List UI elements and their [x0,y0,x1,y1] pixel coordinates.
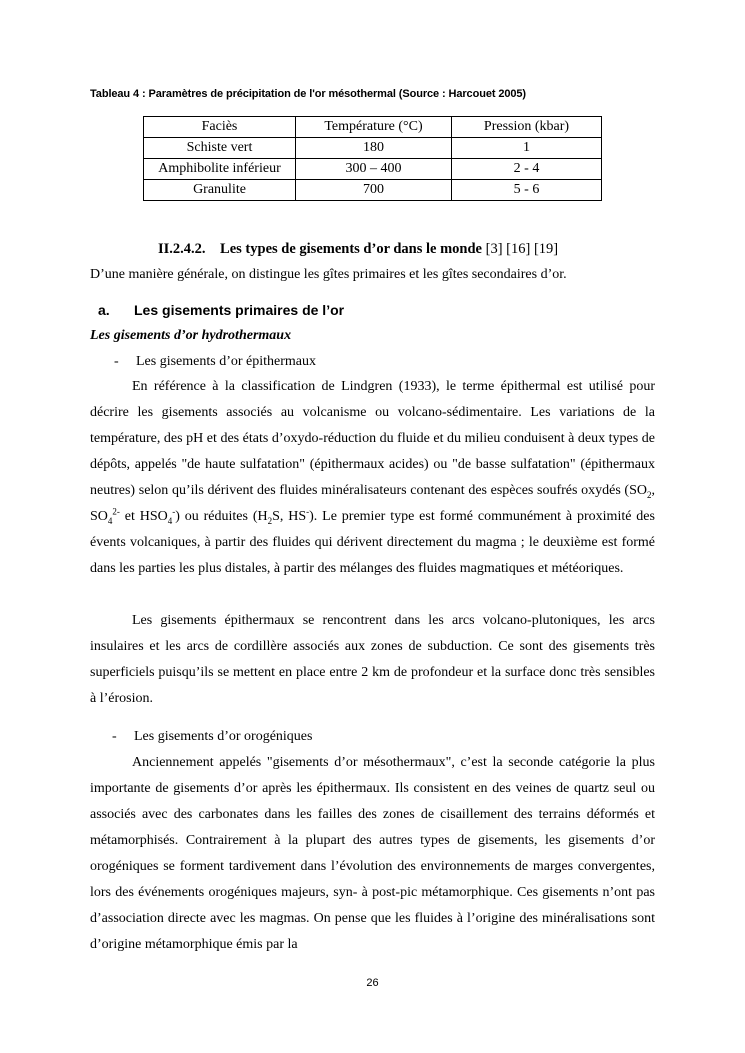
subscript: 2 [647,489,652,500]
paragraph-epithermal-setting [90,608,655,712]
subsection-heading [98,302,344,318]
para-text: Anciennement appelés "gisements d’or mésothermaux", c’est la seconde catégorie la plus importante de gisements d’or après les épithermaux. Ils consistent en des veines de quartz seul ou associés avec des carbonates dans les failles des zones de cisaillement des terrains déformés et métamorphisés. Contrairement à la plupart des autres types de gisements, les gisements d’or orogéniques se forment tardivement dans l’évolution des environnements de marges convergentes, lors des événements orogéniques majeurs, syn- à post-pic métamorphique. Ces gisements n’ont pas d’association directe avec les magmas. On pense que les fluides à l’origine des minéralisations sont d’origine métamorphique émis par la [90,755,655,952]
section-refs: [3] [16] [19] [482,241,559,257]
subscript: 2 [267,515,273,526]
superscript: - [172,506,176,517]
bullet-text: Les gisements d’or épithermaux [136,354,317,369]
section-intro: D’une manière générale, on distingue les gîtes primaires et les gîtes secondaires d’or. [90,267,567,282]
table-row [144,159,602,180]
superscript: - [306,506,310,517]
table-caption: Tableau 4 : Paramètres de précipitation de l'or mésothermal (Source : Harcouet 2005) [90,88,526,100]
table-header-cell: Température (°C) [296,117,452,138]
para-text: ). Le premier type est formé communément à proximité des évents volcaniques, à partir des fluides qui dérivent directement du magma ; le deuxième est formé dans les parties les plus distales, à partir des mélanges des fluides magmatiques et météoriques. [90,509,655,576]
paragraph-epithermal [90,374,655,582]
page-number: 26 [366,977,379,989]
section-title: Les types de gisements d’or dans le monde [220,241,482,257]
table-cell: 700 [296,180,452,201]
table-cell: 300 – 400 [296,159,452,180]
bullet-epithermal [114,354,316,370]
subscript: 4 [107,515,113,526]
para-text: En référence à la classification de Lindgren (1933), le terme épithermal est utilisé pour décrire les gisements associés au volcanisme ou volcano-sédimentaire. Les variations de la température, des pH et des états d’oxydo-réduction du fluide et du milieu conduisent à deux types de dépôts, appelés "de haute sulfatation" (épithermaux acides) ou "de basse sulfatation" (épithermaux neutres) selon qu’ils dérivent des fluides minéralisateurs contenant des espèces soufrés oxydés (SO [90,379,655,498]
table-header-row [144,117,602,138]
paragraph-orogenic [90,750,655,958]
superscript: 2- [112,506,120,517]
table-cell: Amphibolite inférieur [144,159,296,180]
parameters-table [143,116,602,201]
table-row [144,180,602,201]
para-text: ) ou réduites (H [175,509,268,524]
para-text: et HSO [119,509,168,524]
section-heading [158,241,558,258]
bullet-dash: - [114,354,119,369]
subsection-title: Les gisements primaires de l’or [134,302,345,318]
bullet-text: Les gisements d’or orogéniques [134,729,313,744]
subsection-label: a. [98,302,110,318]
table-cell: Granulite [144,180,296,201]
subscript: 4 [167,515,173,526]
para-text: , SO [90,483,655,524]
table-row [144,138,602,159]
section-number: II.2.4.2. [158,241,206,257]
bullet-dash: - [112,729,117,744]
para-text: S, HS [272,509,307,524]
bullet-orogenic [112,729,312,745]
hydrothermal-heading: Les gisements d’or hydrothermaux [90,328,292,343]
table-cell: 180 [296,138,452,159]
table-header-cell: Pression (kbar) [452,117,602,138]
table-cell: Schiste vert [144,138,296,159]
table-header-cell: Faciès [144,117,296,138]
table-cell: 5 - 6 [452,180,602,201]
table-cell: 2 - 4 [452,159,602,180]
para-text: Les gisements épithermaux se rencontrent dans les arcs volcano-plutoniques, les arcs insulaires et les arcs de cordillère associés aux zones de subduction. Ce sont des gisements très superficiels puisqu’ils se mettent en place entre 2 km de profondeur et la surface donc très sensibles à l’érosion. [90,613,655,706]
table-cell: 1 [452,138,602,159]
